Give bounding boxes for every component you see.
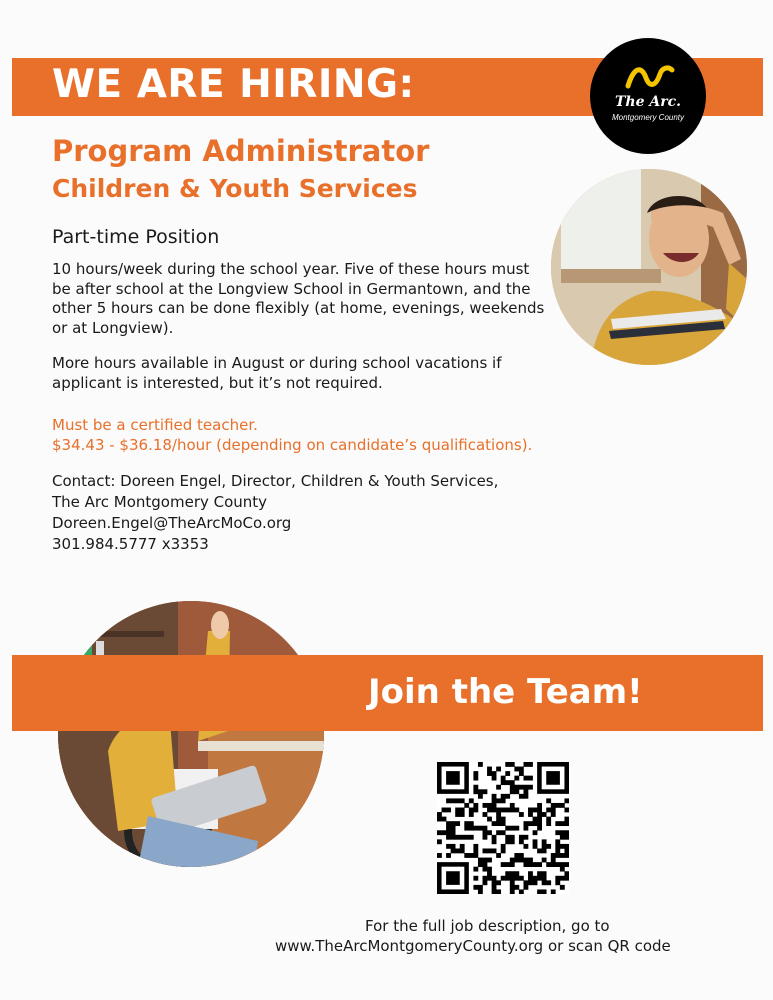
- contact-phone: 301.984.5777 x3353: [52, 535, 209, 553]
- hiring-headline: WE ARE HIRING:: [52, 62, 415, 107]
- requirements-block: [52, 416, 632, 455]
- job-department: Children & Youth Services: [52, 174, 418, 203]
- job-title: Program Administrator: [52, 134, 430, 168]
- hours-description: 10 hours/week during the school year. Five of these hours must be after school at the Longview School in Germantown, and the other 5 hours can be done flexibly (at home, evenings, weekends or at Longview).: [52, 260, 545, 337]
- contact-block: [52, 471, 572, 555]
- qr-code-icon: [437, 762, 569, 894]
- footer-instruction: For the full job description, go to: [365, 917, 610, 935]
- join-team-heading: Join the Team!: [368, 672, 643, 712]
- contact-email[interactable]: Doreen.Engel@TheArcMoCo.org: [52, 514, 292, 532]
- photo-woman-wheelchair: [58, 601, 324, 867]
- the-arc-logo: [590, 38, 706, 154]
- contact-org: The Arc Montgomery County: [52, 493, 268, 511]
- logo-name: The Arc.: [614, 94, 681, 110]
- pay-rate: $34.43 - $36.18/hour (depending on candidate’s qualifications).: [52, 435, 533, 454]
- extra-hours-description: More hours available in August or during school vacations if applicant is interested, but it’s not required.: [52, 354, 502, 392]
- qr-code[interactable]: [437, 762, 569, 894]
- logo-subtitle: Montgomery County: [611, 113, 685, 122]
- arc-logo-icon: [624, 60, 676, 92]
- position-type: Part-time Position: [52, 226, 220, 248]
- footer-url-text[interactable]: www.TheArcMontgomeryCounty.org or scan QR code: [275, 937, 671, 955]
- contact-line: Contact: Doreen Engel, Director, Children & Youth Services,: [52, 472, 499, 490]
- photo-young-man: [551, 169, 747, 365]
- requirement-text: Must be a certified teacher.: [52, 416, 258, 434]
